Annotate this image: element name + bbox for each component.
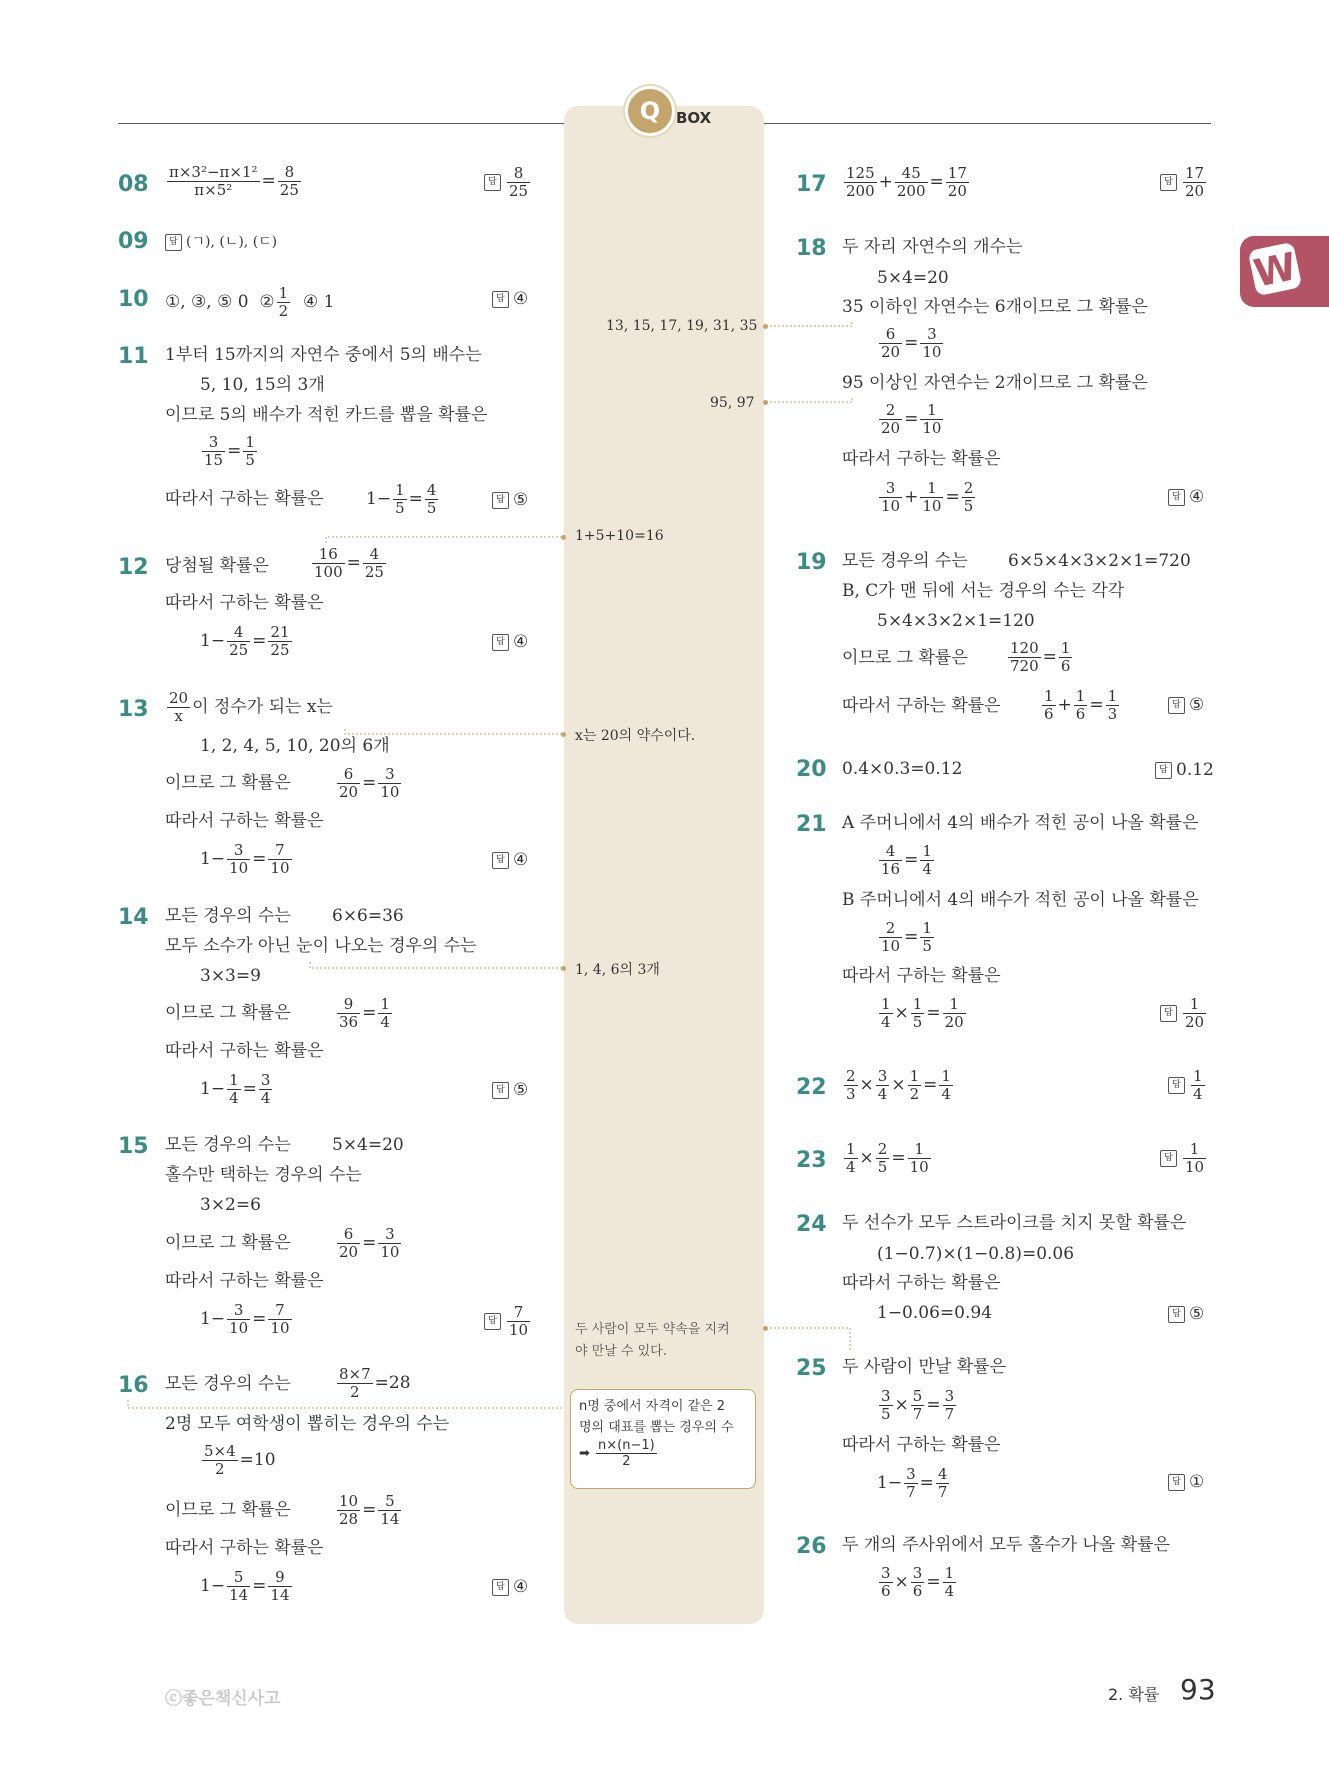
fraction-line: 1− $\frac{3}{10}$ = $\frac{7}{10}$ <box>200 841 290 877</box>
note-non-prime: 1, 4, 6의 3개 <box>575 962 660 978</box>
tip-box <box>570 1389 756 1489</box>
problem-number: 15 <box>118 1134 149 1159</box>
problem-number: 23 <box>796 1148 827 1173</box>
problem-number: 12 <box>118 555 149 580</box>
text-line: 0.4×0.3=0.12 <box>842 759 963 779</box>
answer-mark-icon: 답 <box>165 234 182 251</box>
text-line: 따라서 구하는 확률은 <box>165 811 324 831</box>
text-line: 따라서 구하는 확률은 <box>165 1041 324 1061</box>
fraction-line: $\frac{4}{16}$ = $\frac{1}{4}$ <box>881 842 932 878</box>
fraction-line: $\frac{3}{15}$ = $\frac{1}{5}$ <box>204 433 255 469</box>
note-35-or-less: 13, 15, 17, 19, 31, 35 <box>606 318 758 334</box>
problem-number: 20 <box>796 757 827 782</box>
fraction-line: $\frac{1}{4}$ × $\frac{1}{5}$ = $\frac{1}{20}$ <box>881 995 964 1031</box>
text-line: 이므로 그 확률은 <box>165 1003 291 1023</box>
fraction-line: $\frac{1}{6}$ + $\frac{1}{6}$ = $\frac{1}{3}$ <box>1044 687 1118 723</box>
text-line: 5×4=20 <box>877 268 949 288</box>
text-line: 두 자리 자연수의 개수는 <box>842 237 1023 257</box>
problem-number: 16 <box>118 1373 149 1398</box>
answer-10: 답 ④ <box>492 289 528 309</box>
answer-mark-icon: 답 <box>492 492 509 509</box>
text-line: 모든 경우의 수는 <box>165 1374 291 1394</box>
fraction-line: $\frac{3}{6}$ × $\frac{3}{6}$ = $\frac{1}{4}$ <box>881 1564 955 1600</box>
answer-22: 답 $\frac{1}{4}$ <box>1168 1068 1207 1103</box>
text-line: 3×3=9 <box>200 966 261 986</box>
text-line: 6×6=36 <box>332 906 404 926</box>
text-line: 따라서 구하는 확률은 <box>165 1538 324 1558</box>
text-line: 1−0.06=0.94 <box>877 1303 993 1323</box>
fraction-line: $\frac{125}{200}$ + $\frac{45}{200}$ = $\frac{17}{20}$ <box>846 164 967 200</box>
q-badge: Q <box>625 86 675 136</box>
fraction-line: $\frac{10}{28}$ = $\frac{5}{14}$ <box>339 1492 400 1528</box>
publisher-logo: ⓒ좋은책신사고 <box>165 1689 281 1709</box>
fraction-line: 1− $\frac{3}{7}$ = $\frac{4}{7}$ <box>877 1465 948 1501</box>
problem-08-solution: $\frac{\text{π×3²−π×1²}}{\text{π×5²}}$ = $\frac{8}{25}$ <box>169 163 299 199</box>
text-line: 2명 모두 여학생이 뽑히는 경우의 수는 <box>165 1414 450 1434</box>
problem-number: 08 <box>118 172 149 197</box>
text-line: 35 이하인 자연수는 6개이므로 그 확률은 <box>842 297 1148 317</box>
answer-mark-icon: 답 <box>484 1313 501 1330</box>
connector-dot <box>763 324 768 329</box>
text-line: 5, 10, 15의 3개 <box>200 375 325 395</box>
connector-dot <box>561 732 566 737</box>
answer-15: 답 $\frac{7}{10}$ <box>484 1304 532 1339</box>
fraction-line: $\frac{2}{3}$ × $\frac{3}{4}$ × $\frac{1}{2}$ = $\frac{1}{4}$ <box>846 1067 951 1103</box>
text-line: 두 사람이 만날 확률은 <box>842 1357 1007 1377</box>
note-divisors: x는 20의 약수이다. <box>575 728 696 744</box>
fraction-line: 1− $\frac{3}{10}$ = $\frac{7}{10}$ <box>200 1301 290 1337</box>
fraction-line: $\frac{5\times 4}{2}$ =10 <box>204 1442 276 1478</box>
text-line: 따라서 구하는 확률은 <box>842 1435 1001 1455</box>
text-line: 따라서 구하는 확률은 <box>165 593 324 613</box>
text-line: 따라서 구하는 확률은 <box>165 489 324 509</box>
fraction-line: $\frac{3}{10}$ + $\frac{1}{10}$ = $\frac{2}{5}$ <box>881 479 974 515</box>
answer-16: 답 ④ <box>492 1577 528 1597</box>
fraction-line: 1− $\frac{1}{4}$ = $\frac{3}{4}$ <box>200 1071 271 1107</box>
text-line: 따라서 구하는 확률은 <box>842 449 1001 469</box>
arrow-icon: ➡ <box>579 1446 590 1461</box>
answer-21: 답 $\frac{1}{20}$ <box>1160 996 1208 1031</box>
section-title: 2. 확률 <box>1108 1685 1160 1704</box>
fraction-line: $\frac{6}{20}$ = $\frac{3}{10}$ <box>881 325 942 361</box>
fraction-line: $\frac{8\times 7}{2}$ =28 <box>339 1365 411 1401</box>
note-meet-line1: 두 사람이 모두 약속을 지켜 <box>575 1322 730 1337</box>
fraction-line: 1− $\frac{1}{5}$ = $\frac{4}{5}$ <box>366 481 437 517</box>
text-line: 1, 2, 4, 5, 10, 20의 6개 <box>200 736 390 756</box>
text-line: 5×4=20 <box>332 1135 404 1155</box>
text-line: 모든 경우의 수는 <box>165 1135 291 1155</box>
answer-08: 답 $\frac{8}{25}$ <box>484 165 532 200</box>
answer-09: 답 (ㄱ), (ㄴ), (ㄷ) <box>165 231 277 251</box>
answer-mark-icon: 답 <box>1168 1077 1185 1094</box>
text-line: B, C가 맨 뒤에 서는 경우의 수는 각각 <box>842 581 1125 601</box>
answer-18: 답 ④ <box>1168 487 1204 507</box>
answer-mark-icon: 답 <box>1168 489 1185 506</box>
problem-number: 19 <box>796 550 827 575</box>
answer-mark-icon: 답 <box>492 634 509 651</box>
answer-mark-icon: 답 <box>1168 1474 1185 1491</box>
answer-12: 답 ④ <box>492 632 528 652</box>
answer-19: 답 ⑤ <box>1168 695 1204 715</box>
text-line: B 주머니에서 4의 배수가 적힌 공이 나올 확률은 <box>842 890 1199 910</box>
answer-25: 답 ① <box>1168 1472 1204 1492</box>
text-line: 따라서 구하는 확률은 <box>842 1273 1001 1293</box>
problem-10-solution: ①, ③, ⑤ 0 ② $\frac{1}{2}$ ④ 1 <box>165 284 335 320</box>
answer-14: 답 ⑤ <box>492 1080 528 1100</box>
note-sum: 1+5+10=16 <box>575 528 664 544</box>
page-number: 93 <box>1180 1673 1216 1706</box>
answer-13: 답 ④ <box>492 850 528 870</box>
text-line: 따라서 구하는 확률은 <box>842 966 1001 986</box>
answer-11: 답 ⑤ <box>492 490 528 510</box>
text-line: 이므로 그 확률은 <box>842 648 968 668</box>
answer-mark-icon: 답 <box>492 1082 509 1099</box>
problem-number: 11 <box>118 344 149 369</box>
text-line: 이므로 그 확률은 <box>165 1500 291 1520</box>
answer-mark-icon: 답 <box>492 1579 509 1596</box>
text-line: 따라서 구하는 확률은 <box>842 696 1001 716</box>
fraction-line: $\frac{6}{20}$ = $\frac{3}{10}$ <box>339 1225 400 1261</box>
answer-mark-icon: 답 <box>1168 697 1185 714</box>
text-line: 두 개의 주사위에서 모두 홀수가 나올 확률은 <box>842 1535 1171 1555</box>
answer-mark-icon: 답 <box>1160 1005 1177 1022</box>
answer-mark-icon: 답 <box>1155 762 1172 779</box>
answer-mark-icon: 답 <box>1168 1306 1185 1323</box>
text-line: A 주머니에서 4의 배수가 적힌 공이 나올 확률은 <box>842 813 1199 833</box>
text-line: 5×4×3×2×1=120 <box>877 611 1035 631</box>
tip-line1: n명 중에서 자격이 같은 2 <box>579 1399 726 1414</box>
fraction-line: $\frac{3}{5}$ × $\frac{5}{7}$ = $\frac{3}{7}$ <box>881 1387 955 1423</box>
answer-mark-icon: 답 <box>1160 1150 1177 1167</box>
tip-line2: 명의 대표를 뽑는 경우의 수 <box>579 1420 734 1435</box>
text-line: 당첨될 확률은 <box>165 556 269 576</box>
text-line: 홀수만 택하는 경우의 수는 <box>165 1165 362 1185</box>
answer-24: 답 ⑤ <box>1168 1304 1204 1324</box>
tip-formula: ➡ $\frac{n\times(n-1)}{2}$ <box>579 1438 655 1469</box>
problem-number: 25 <box>796 1356 827 1381</box>
q-box-label: BOX <box>676 109 712 127</box>
answer-mark-icon: 답 <box>492 291 509 308</box>
problem-number: 24 <box>796 1212 827 1237</box>
problem-number: 13 <box>118 697 149 722</box>
text-line: 따라서 구하는 확률은 <box>165 1271 324 1291</box>
problem-number: 22 <box>796 1075 827 1100</box>
text-line: 모든 경우의 수는 <box>165 906 291 926</box>
fraction-line: $\frac{6}{20}$ = $\frac{3}{10}$ <box>339 765 400 801</box>
problem-number: 18 <box>796 236 827 261</box>
problem-number: 09 <box>118 229 149 254</box>
text-line: $\frac{20}{x}$ 이 정수가 되는 x는 <box>169 689 333 725</box>
fraction-line: $\frac{2}{10}$ = $\frac{1}{5}$ <box>881 919 932 955</box>
problem-number: 26 <box>796 1534 827 1559</box>
answer-mark-icon: 답 <box>484 174 501 191</box>
fraction-line: $\frac{16}{100}$ = $\frac{4}{25}$ <box>314 545 384 581</box>
problem-number: 21 <box>796 812 827 837</box>
text-line: 이므로 그 확률은 <box>165 773 291 793</box>
answer-17: 답 $\frac{17}{20}$ <box>1160 165 1208 200</box>
connector-dot <box>763 1326 768 1331</box>
text-line: 1부터 15까지의 자연수 중에서 5의 배수는 <box>165 345 482 365</box>
fraction-line: $\frac{120}{720}$ = $\frac{1}{6}$ <box>1010 639 1071 675</box>
answer-23: 답 $\frac{1}{10}$ <box>1160 1141 1208 1176</box>
problem-number: 10 <box>118 287 149 312</box>
connector-dot <box>561 966 566 971</box>
fraction-line: $\frac{9}{36}$ = $\frac{1}{4}$ <box>339 995 390 1031</box>
text-line: 모두 소수가 아닌 눈이 나오는 경우의 수는 <box>165 936 477 956</box>
answer-mark-icon: 답 <box>492 852 509 869</box>
connector-dot <box>561 535 566 540</box>
fraction-line: $\frac{2}{20}$ = $\frac{1}{10}$ <box>881 401 942 437</box>
fraction-line: $\frac{1}{4}$ × $\frac{2}{5}$ = $\frac{1}{10}$ <box>846 1140 929 1176</box>
text-line: 두 선수가 모두 스트라이크를 치지 못할 확률은 <box>842 1213 1187 1233</box>
text-line: 이므로 그 확률은 <box>165 1233 291 1253</box>
fraction-line: 1− $\frac{4}{25}$ = $\frac{21}{25}$ <box>200 623 290 659</box>
text-line: 6×5×4×3×2×1=720 <box>1008 551 1191 571</box>
w-logo-icon: W <box>1248 242 1303 297</box>
answer-mark-icon: 답 <box>1160 174 1177 191</box>
problem-number: 17 <box>796 172 827 197</box>
note-95-or-more: 95, 97 <box>710 395 755 411</box>
fraction-line: 1− $\frac{5}{14}$ = $\frac{9}{14}$ <box>200 1568 290 1604</box>
text-line: 이므로 5의 배수가 적힌 카드를 뽑을 확률은 <box>165 405 488 425</box>
text-line: 95 이상인 자연수는 2개이므로 그 확률은 <box>842 373 1148 393</box>
text-line: 3×2=6 <box>200 1195 261 1215</box>
connector-dot <box>763 400 768 405</box>
text-line: (1−0.7)×(1−0.8)=0.06 <box>877 1244 1075 1264</box>
answer-20: 답 0.12 <box>1155 760 1214 780</box>
text-line: 모든 경우의 수는 <box>842 551 968 571</box>
problem-number: 14 <box>118 905 149 930</box>
note-meet-line2: 야 만날 수 있다. <box>575 1344 667 1359</box>
